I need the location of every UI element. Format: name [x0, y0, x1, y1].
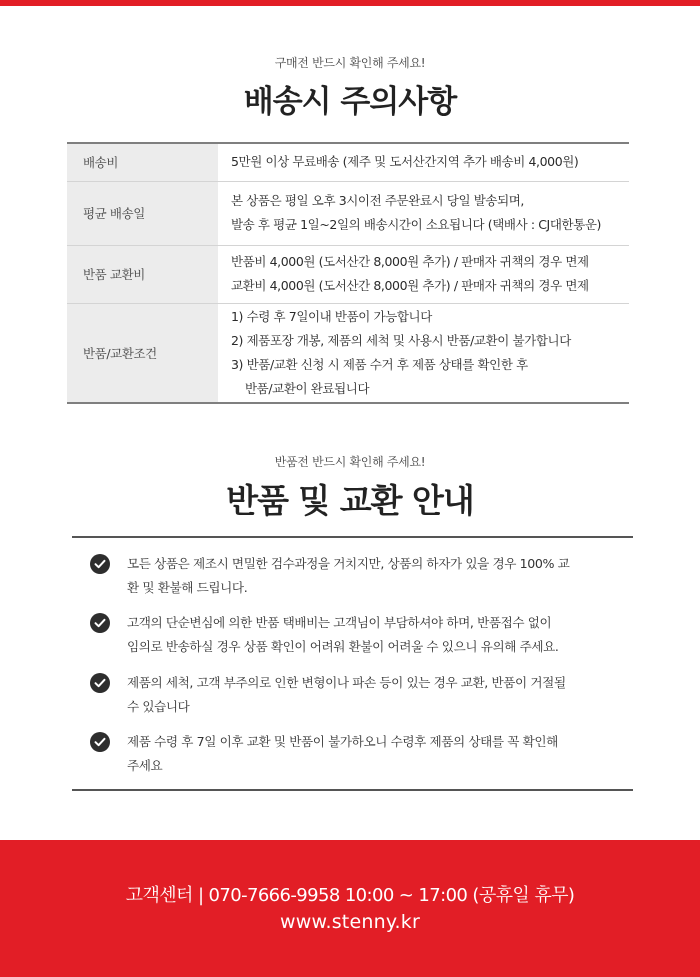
text-line: 고객의 단순변심에 의한 반품 택배비는 고객님이 부담하셔야 하며, 반품접수 없이 — [127, 615, 552, 630]
table-row-shipping-fee — [67, 143, 629, 181]
row-line: 반품비 4,000원 (도서산간 8,000원 추가) / 판매자 귀책의 경우 면제 — [231, 254, 589, 269]
shipping-eyebrow: 구매전 반드시 확인해 주세요! — [274, 56, 426, 70]
top-accent-bar — [0, 0, 700, 6]
table-row-delivery-days — [67, 181, 629, 245]
text-line: 모든 상품은 제조시 면밀한 검수과정을 거치지만, 상품의 하자가 있을 경우 100% 교 — [127, 556, 570, 571]
text-line: 제품의 세척, 고객 부주의로 인한 변형이나 파손 등이 있는 경우 교환, 반품이 거절될 — [127, 675, 566, 690]
website-link[interactable]: www.stenny.kr — [279, 911, 421, 933]
check-circle-icon — [90, 613, 110, 633]
table-row-return-conditions — [67, 303, 629, 403]
check-circle-icon — [90, 554, 110, 574]
row-line: 반품/교환이 완료됩니다 — [245, 380, 370, 396]
text-line: 주세요 — [127, 758, 163, 773]
row-line: 2) 제품포장 개봉, 제품의 세척 및 사용시 반품/교환이 불가합니다 — [231, 332, 571, 348]
row-line: 본 상품은 평일 오후 3시이전 주문완료시 당일 발송되며, — [231, 193, 524, 208]
shipping-title: 배송시 주의사항 — [243, 84, 457, 120]
shipping-info-table — [67, 142, 629, 404]
row-value — [218, 143, 629, 181]
text-line: 제품 수령 후 7일 이후 교환 및 반품이 불가하오니 수령후 제품의 상태를 꼭 확인해 — [127, 734, 558, 749]
row-label: 반품/교환조건 — [67, 303, 218, 403]
text-line: 수 있습니다 — [127, 699, 190, 714]
row-value — [218, 303, 629, 403]
row-line: 교환비 4,000원 (도서산간 8,000원 추가) / 판매자 귀책의 경우 면제 — [231, 278, 589, 293]
row-label: 반품 교환비 — [67, 245, 218, 303]
returns-eyebrow: 반품전 반드시 확인해 주세요! — [274, 455, 426, 469]
customer-center-contact: 고객센터 | 070-7666-9958 10:00 ~ 17:00 (공휴일 휴무) — [125, 885, 575, 906]
row-line: 1) 수령 후 7일이내 반품이 가능합니다 — [231, 308, 432, 324]
row-label: 평균 배송일 — [67, 181, 218, 245]
row-line: 5만원 이상 무료배송 (제주 및 도서산간지역 추가 배송비 4,000원) — [231, 154, 579, 170]
footer-banner — [0, 840, 700, 977]
check-circle-icon — [90, 732, 110, 752]
list-item-text — [127, 730, 627, 778]
text-line: 임의로 반송하실 경우 상품 확인이 어려워 환불이 어려울 수 있으니 유의해 주세요. — [127, 639, 559, 654]
row-value — [218, 245, 629, 303]
list-item-text — [127, 671, 627, 719]
list-item-text — [127, 611, 627, 659]
row-value — [218, 181, 629, 245]
list-item-text — [127, 552, 627, 600]
row-line: 발송 후 평균 1일~2일의 배송시간이 소요됩니다 (택배사 : CJ대한통운) — [231, 217, 602, 232]
table-row-return-fee — [67, 245, 629, 303]
row-label: 배송비 — [67, 143, 218, 181]
text-line: 환 및 환불해 드립니다. — [127, 580, 248, 595]
check-circle-icon — [90, 673, 110, 693]
returns-notice-list — [72, 536, 633, 791]
returns-title: 반품 및 교환 안내 — [226, 481, 474, 520]
row-line: 3) 반품/교환 신청 시 제품 수거 후 제품 상태를 확인한 후 — [231, 356, 528, 372]
